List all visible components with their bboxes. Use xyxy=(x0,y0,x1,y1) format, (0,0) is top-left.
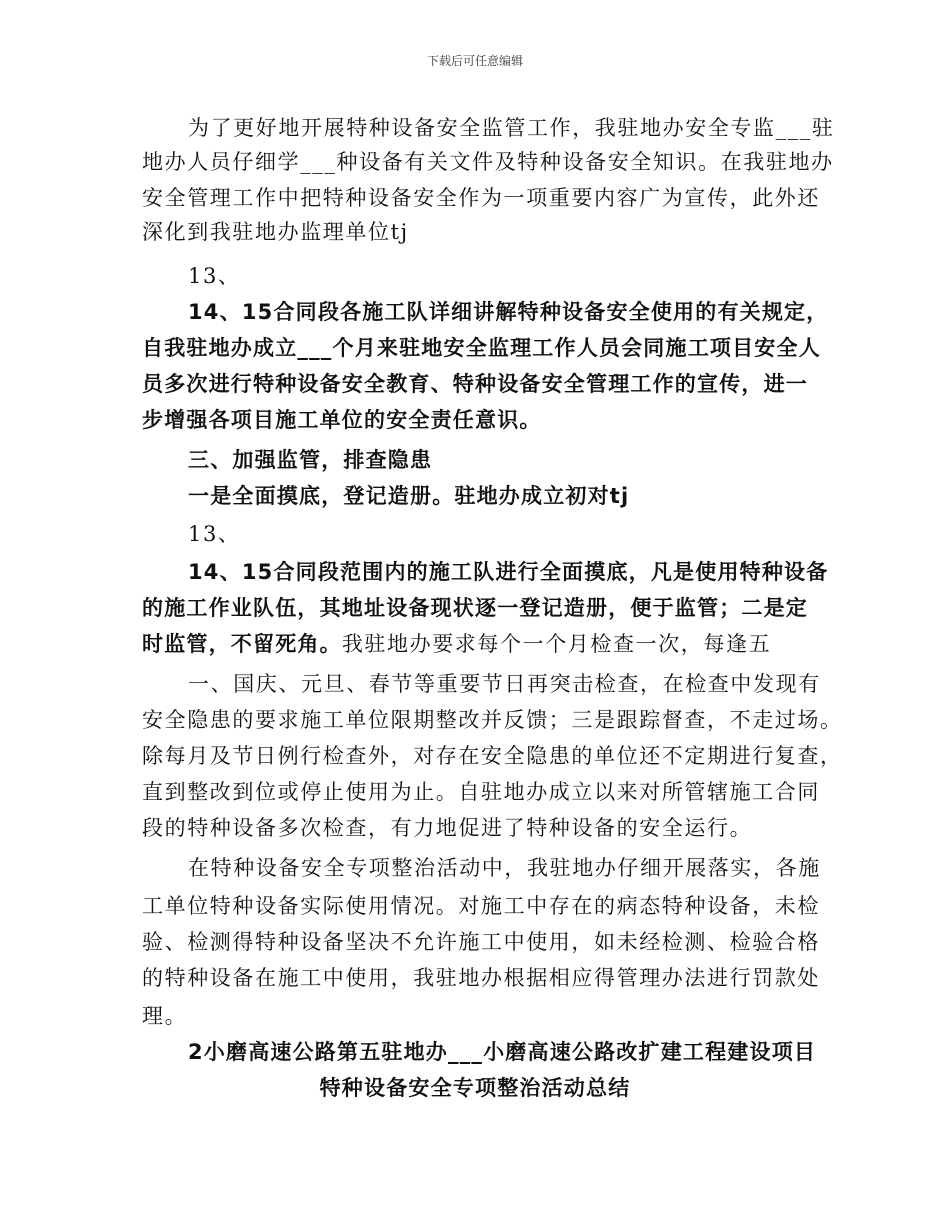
paragraph-line: 直到整改到位或停止使用为止。自驻地办成立以来对所管辖施工合同 xyxy=(142,780,820,804)
paragraph-line: 的施工作业队伍，其地址设备现状逐一登记造册，便于监管；二是定 xyxy=(142,596,808,620)
paragraph-line: 除每月及节日例行检查外，对存在安全隐患的单位还不定期进行复查， xyxy=(142,744,843,768)
paragraph-line: 理。 xyxy=(142,1004,188,1028)
paragraph-line: 14、15合同段各施工队详细讲解特种设备安全使用的有关规定， xyxy=(188,300,829,324)
paragraph-line xyxy=(142,634,771,655)
page-header: 下载后可任意编辑 xyxy=(426,54,523,68)
paragraph-fragment: 我驻地办要求每个一个月检查一次，每逢五 xyxy=(341,632,772,656)
paragraph-line: 自我驻地办成立___个月来驻地安全监理工作人员会同施工项目安全人 xyxy=(142,336,821,360)
paragraph-line: 13、 xyxy=(188,522,241,546)
paragraph-line: 安全管理工作中把特种设备安全作为一项重要内容广为宣传，此外还 xyxy=(142,186,820,210)
paragraph-line: 一是全面摸底，登记造册。驻地办成立初对tj xyxy=(188,484,630,508)
paragraph-line: 步增强各项目施工单位的安全责任意识。 xyxy=(142,408,542,432)
paragraph-line: 的特种设备在施工中使用，我驻地办根据相应得管理办法进行罚款处 xyxy=(142,966,820,990)
document-title-line: 2小磨高速公路第五驻地办___小磨高速公路改扩建工程建设项目 xyxy=(188,1040,817,1064)
paragraph-line: 工单位特种设备实际使用情况。对施工中存在的病态特种设备，未检 xyxy=(142,894,820,918)
paragraph-fragment: 时监管，不留死角。 xyxy=(142,632,342,656)
paragraph-line: 员多次进行特种设备安全教育、特种设备安全管理工作的宣传，进一 xyxy=(142,372,808,396)
section-heading: 三、加强监管，排查隐患 xyxy=(188,448,433,472)
paragraph-line: 验、检测得特种设备坚决不允许施工中使用，如未经检测、检验合格 xyxy=(142,930,820,954)
paragraph-line: 为了更好地开展特种设备安全监管工作，我驻地办安全专监___驻 xyxy=(188,116,835,140)
paragraph-line: 段的特种设备多次检查，有力地促进了特种设备的安全运行。 xyxy=(142,816,753,840)
paragraph-line: 13、 xyxy=(188,264,241,288)
paragraph-line: 14、15合同段范围内的施工队进行全面摸底，凡是使用特种设备 xyxy=(188,560,829,584)
paragraph-line: 安全隐患的要求施工单位限期整改并反馈；三是跟踪督查，不走过场。 xyxy=(142,708,843,732)
paragraph-line: 一、国庆、元旦、春节等重要节日再突击检查，在检查中发现有 xyxy=(188,672,821,696)
paragraph-line: 地办人员仔细学___种设备有关文件及特种设备安全知识。在我驻地办 xyxy=(142,150,834,174)
paragraph-line: 深化到我驻地办监理单位tj xyxy=(142,220,409,244)
document-title-line: 特种设备安全专项整治活动总结 xyxy=(319,1076,631,1100)
paragraph-line: 在特种设备安全专项整治活动中，我驻地办仔细开展落实，各施 xyxy=(188,856,821,880)
